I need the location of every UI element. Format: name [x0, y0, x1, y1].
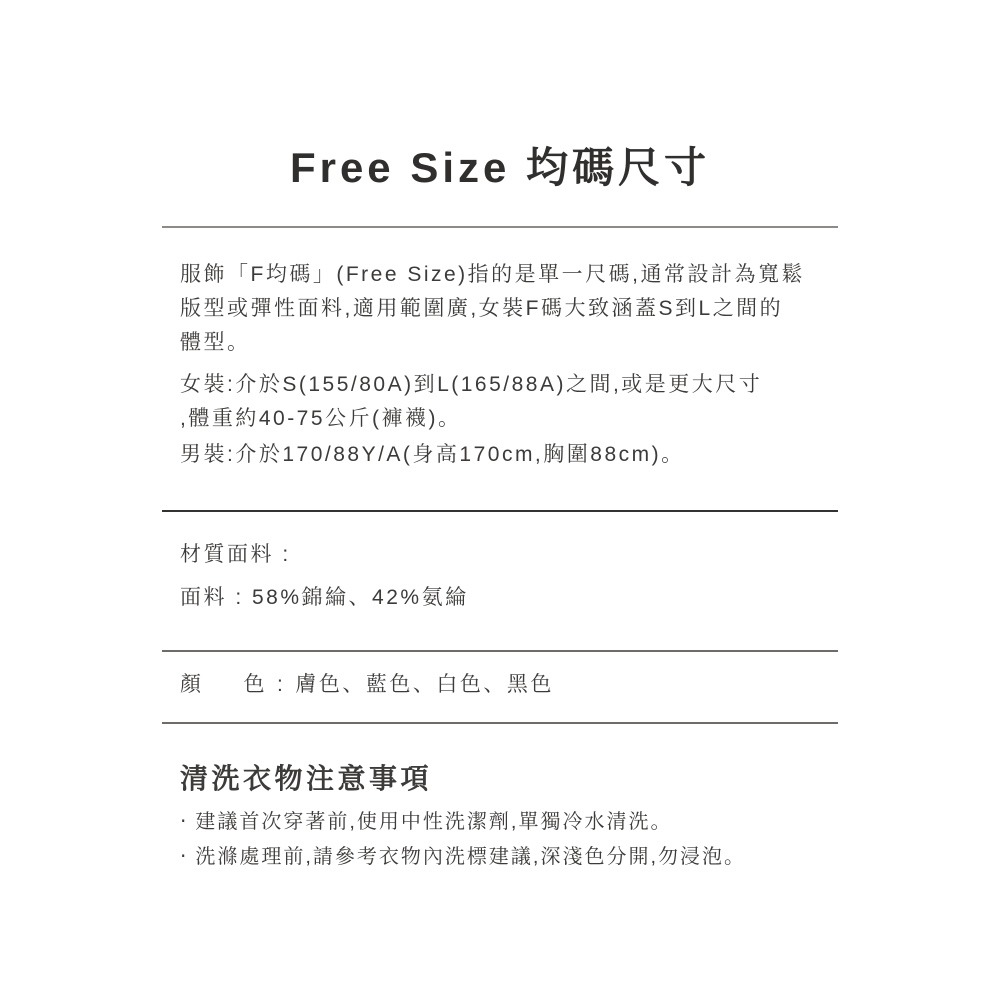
fabric-composition-text: [180, 581, 469, 615]
page-title: Free Size 均碼尺寸: [289, 144, 711, 191]
men-sizing-text: [180, 438, 685, 472]
care-item-text: 建議首次穿著前,使用中性洗潔劑,單獨冷水清洗。: [195, 811, 673, 833]
sizing-description: [180, 258, 805, 360]
material-heading: [180, 538, 291, 572]
divider: [162, 510, 838, 512]
color-label-left: 顏: [180, 673, 204, 696]
sizing-description-line: 服飾「F均碼」(Free Size)指的是單一尺碼,通常設計為寬鬆: [180, 263, 806, 286]
care-list-item: [180, 807, 672, 837]
material-heading-label: 材質面料 :: [180, 543, 291, 566]
fabric-composition-line: 面料 : 58%錦綸、42%氨綸: [180, 586, 469, 609]
color-options-text: 膚色、藍色、白色、黑色: [295, 673, 554, 696]
women-sizing-line: ,體重約40-75公斤(褲襪)。: [180, 407, 462, 430]
men-sizing-line: 男裝:介於170/88Y/A(身高170cm,胸圍88cm)。: [180, 443, 685, 466]
care-heading: [180, 762, 432, 796]
women-sizing-line: 女裝:介於S(155/80A)到L(165/88A)之間,或是更大尺寸: [180, 373, 763, 396]
divider: [162, 650, 838, 652]
divider: [162, 226, 838, 228]
care-list-item: [180, 842, 746, 872]
bullet-icon: ‧: [180, 846, 189, 868]
color-separator: :: [277, 673, 286, 696]
color-label-right: 色: [243, 673, 267, 696]
care-heading-label: 清洗衣物注意事項: [180, 763, 433, 794]
women-sizing-text: [180, 368, 762, 436]
divider: [162, 722, 838, 724]
bullet-icon: ‧: [180, 811, 189, 833]
care-item-text: 洗滌處理前,請參考衣物內洗標建議,深淺色分開,勿浸泡。: [195, 846, 747, 868]
color-options-row: [180, 668, 554, 702]
sizing-description-line: 體型。: [180, 331, 251, 354]
sizing-description-line: 版型或彈性面料,適用範圍廣,女裝F碼大致涵蓋S到L之間的: [180, 297, 784, 320]
